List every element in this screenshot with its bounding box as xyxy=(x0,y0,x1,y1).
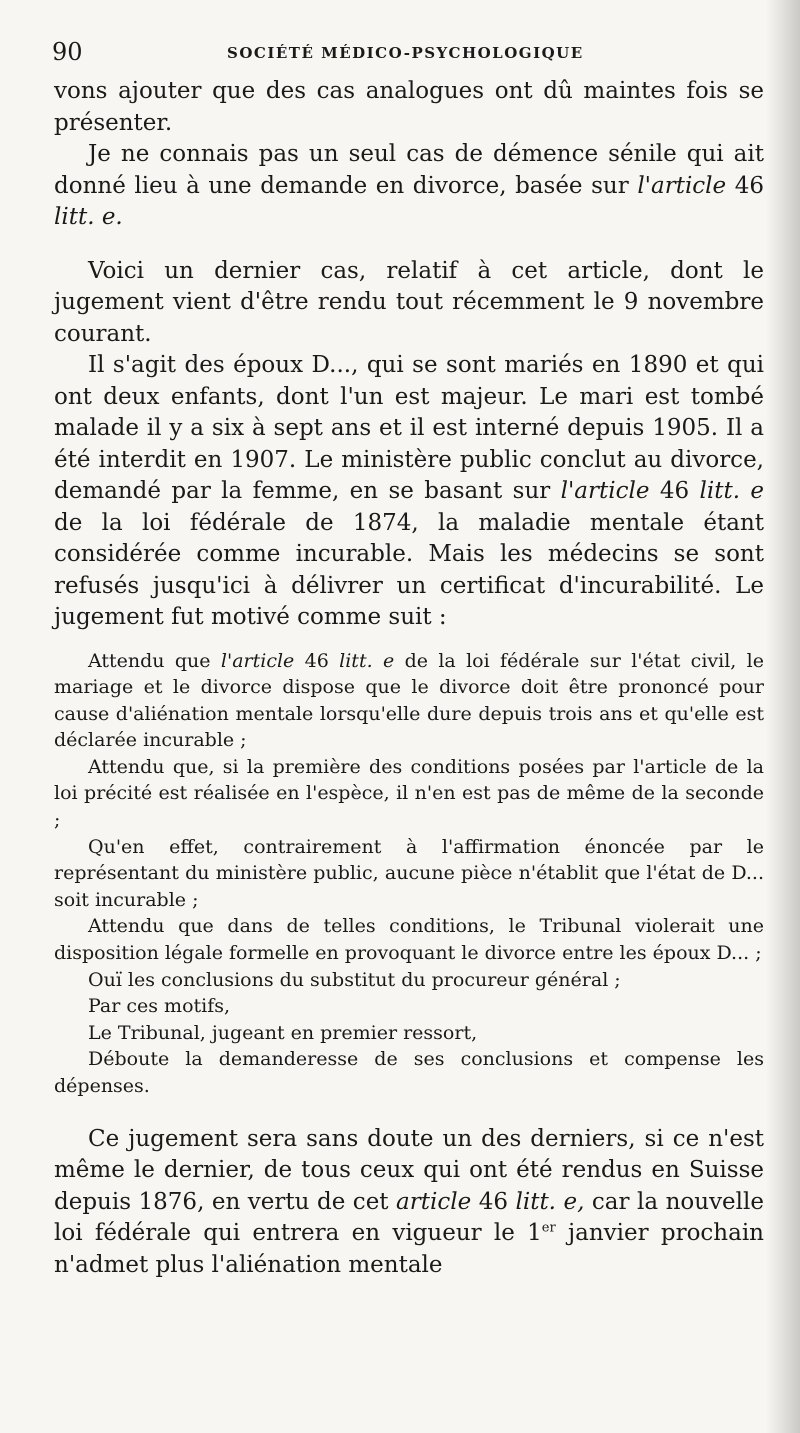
paragraph-senile-dementia xyxy=(54,139,764,234)
italic-reference: litt. e, xyxy=(515,1188,585,1215)
judgment-clause xyxy=(54,993,764,1020)
judgment-clause xyxy=(54,754,764,834)
paragraph-text: de la loi fédérale de 1874, la maladie mentale étant considérée comme incurable. Mais les médecins se sont refusés jusqu'ici à délivrer un certificat d'incurabilité. Le jugement fut motivé comme suit : xyxy=(54,509,764,630)
judgment-clause xyxy=(54,1046,764,1099)
paragraph-text: Je ne connais pas un seul cas de démence sénile qui ait donné lieu à une demande en divorce, basée sur xyxy=(54,141,764,199)
italic-reference: l'article xyxy=(637,172,727,199)
paragraph-last-case xyxy=(54,256,764,351)
page-header xyxy=(52,38,764,72)
judgment-text: Déboute la demanderesse de ses conclusions et compense les dépenses. xyxy=(54,1048,764,1097)
judgment-text: Qu'en effet, contrairement à l'affirmation énoncée par le représentant du ministère public, aucune pièce n'établit que l'état de D... soit incurable ; xyxy=(54,835,764,911)
judgment-text: Le Tribunal, jugeant en premier ressort, xyxy=(88,1021,478,1044)
judgment-clause xyxy=(54,1020,764,1047)
italic-reference: l'article xyxy=(560,478,650,504)
paragraph-text: 46 xyxy=(726,172,764,199)
italic-reference: litt. e. xyxy=(54,204,123,230)
paragraph-text: Voici un dernier cas, relatif à cet article, dont le jugement vient d'être rendu tout récemment le 9 novembre courant. xyxy=(54,257,764,347)
paragraph-text: janvier prochain n'admet plus l'aliénation mentale xyxy=(54,1220,764,1278)
paragraph-text: Ce jugement sera sans doute un des derniers, si ce n'est même le dernier, de tous ceux qui ont été rendus en Suisse depuis 1876, en vertu de cet xyxy=(54,1125,764,1215)
italic-reference: litt. e xyxy=(699,478,764,504)
paragraph-text: Il s'agit des époux D..., qui se sont mariés en 1890 et qui ont deux enfants, dont l'un est majeur. Le mari est tombé malade il y a six à sept ans et il est interné depuis 1905. Il a été interdit en 1907. Le ministère public conclut au divorce, demandé par la femme, en se basant sur xyxy=(54,352,764,504)
judgment-text: Attendu que xyxy=(88,649,221,672)
running-title: SOCIÉTÉ MÉDICO-PSYCHOLOGIQUE xyxy=(227,44,584,62)
page-number: 90 xyxy=(52,38,83,66)
judgment-clause xyxy=(54,913,764,966)
judgment-text: Ouï les conclusions du substitut du procureur général ; xyxy=(88,968,621,991)
paragraph-case-details xyxy=(54,350,764,634)
judgment-text: 46 xyxy=(294,649,340,672)
paragraph-text: vons ajouter que des cas analogues ont dû maintes fois se présenter. xyxy=(54,78,764,136)
judgment-text: Par ces motifs, xyxy=(88,995,231,1018)
superscript: er xyxy=(541,1220,556,1236)
paragraph-text: car la nouvelle loi fédérale qui entrera en vigueur le 1 xyxy=(54,1188,764,1247)
book-spine-shadow xyxy=(766,0,800,1433)
judgment-clause xyxy=(54,648,764,754)
paragraph-text: 46 xyxy=(471,1188,516,1215)
italic-reference: l'article xyxy=(220,649,295,672)
body-text xyxy=(54,76,764,1281)
judgment-text: Attendu que, si la première des conditions posées par l'article de la loi précité est réalisée en l'espèce, il n'en est pas de même de la seconde ; xyxy=(54,755,764,832)
judgment-text: Attendu que dans de telles conditions, le Tribunal violerait une disposition légale formelle en provoquant le divorce entre les époux D... ; xyxy=(54,915,764,965)
paragraph-continuation xyxy=(54,76,764,139)
judgment-clause xyxy=(54,834,764,914)
italic-reference: litt. e xyxy=(339,649,395,672)
judgment-clause xyxy=(54,967,764,994)
paragraph-text: 46 xyxy=(649,478,700,504)
paragraph-closing xyxy=(54,1124,764,1282)
judgment-text: de la loi fédérale sur l'état civil, le mariage et le divorce dispose que le divorce doit être prononcé pour cause d'aliénation mentale lorsqu'elle dure depuis trois ans et qu'elle est déclarée incurable ; xyxy=(54,649,765,752)
italic-reference: article xyxy=(396,1188,472,1215)
